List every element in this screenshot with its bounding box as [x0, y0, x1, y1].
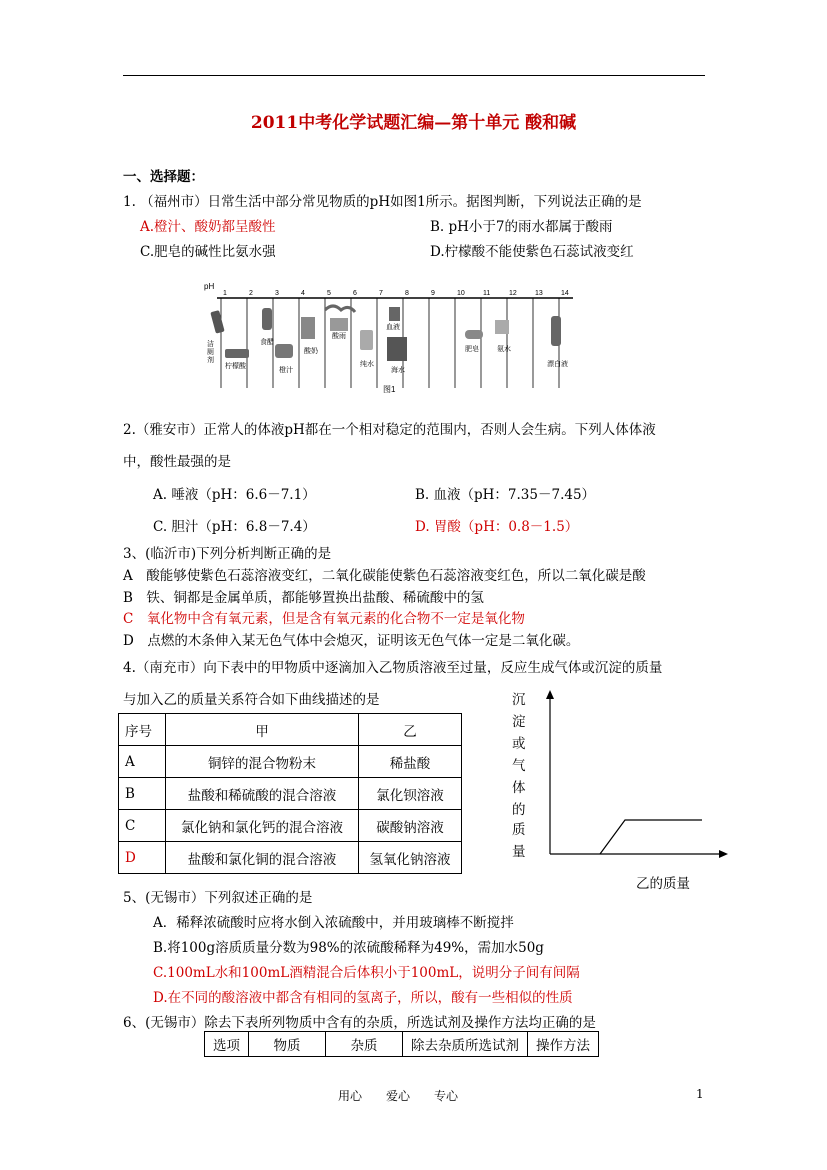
q1-option-a: A.橙汁、酸奶都呈酸性	[140, 219, 276, 235]
ph-tick-label: 5	[327, 290, 331, 297]
ph-tick-label: 14	[561, 290, 569, 297]
figure-caption: 图1	[383, 385, 396, 394]
ph-tick-label: 12	[509, 290, 517, 297]
q5-option-a: A．稀释浓硫酸时应将水倒入浓硫酸中，并用玻璃棒不断搅拌	[153, 915, 514, 931]
ylabel-char: 淀	[512, 714, 526, 730]
seawater-beaker	[387, 337, 407, 361]
ylabel-char: 量	[512, 844, 526, 860]
svg-text:漂白液: 漂白液	[547, 361, 568, 368]
q2-stem-line1: 2.（雅安市）正常人的体液pH都在一个相对稳定的范围内，否则人会生病。下列人体体液	[123, 422, 656, 438]
blood-bag	[389, 307, 400, 321]
q6-table	[204, 1031, 599, 1057]
ph-tick-label: 6	[353, 290, 357, 297]
q3-stem: 3、(临沂市)下列分析判断正确的是	[123, 546, 332, 562]
q4-table	[118, 713, 462, 874]
ylabel-char: 沉	[512, 692, 526, 708]
toilet-cleaner-bottle	[210, 310, 224, 334]
table-row: B 盐酸和稀硫酸的混合溶液 氯化钡溶液	[119, 778, 462, 810]
header-cell: 序号	[119, 714, 166, 746]
orange-juice	[275, 344, 293, 358]
header-cell: 甲	[166, 714, 359, 746]
svg-text:剂: 剂	[207, 357, 214, 364]
section-heading: 一、选择题：	[123, 169, 204, 185]
svg-text:橙汁: 橙汁	[279, 367, 293, 374]
vinegar-bottle	[262, 308, 272, 330]
q4-stem-line1: 4.（南充市）向下表中的甲物质中逐滴加入乙物质溶液至过量，反应生成气体或沉淀的质量	[123, 660, 663, 676]
q5-option-c: C.100mL水和100mL酒精混合后体积小于100mL，说明分子间有间隔	[153, 965, 580, 981]
ylabel-char: 气	[512, 758, 526, 774]
q5-option-b: B.将100g溶质质量分数为98%的浓硫酸稀释为49%，需加水50g	[153, 940, 544, 956]
svg-text:厕: 厕	[207, 349, 214, 356]
ph-tick-label: 3	[275, 290, 279, 297]
acid-rain-cloud	[330, 318, 348, 331]
yogurt	[301, 317, 315, 339]
table-header-row	[119, 714, 462, 746]
ylabel-char: 的	[512, 802, 526, 818]
q1-stem: 1. （福州市）日常生活中部分常见物质的pH如图1所示。据图判断，下列说法正确的是	[123, 194, 642, 210]
svg-text:海水: 海水	[391, 367, 405, 374]
svg-text:柠檬酸: 柠檬酸	[225, 363, 246, 370]
svg-text:肥皂: 肥皂	[465, 346, 479, 353]
ph-tick-label: 8	[405, 290, 409, 297]
ph-tick-label: 11	[483, 290, 491, 297]
q2-option-a: A. 唾液（pH：6.6－7.1）	[153, 487, 316, 503]
ph-tick-label: 9	[431, 290, 435, 297]
q5-option-d: D.在不同的酸溶液中都含有相同的氢离子，所以，酸有一些相似的性质	[153, 990, 573, 1006]
pure-water-glass	[360, 330, 373, 350]
svg-text:洁: 洁	[207, 341, 214, 348]
bleach-bottle	[551, 316, 561, 346]
q3-option-c: C 氧化物中含有氧元素，但是含有氧元素的化合物不一定是氧化物	[123, 611, 525, 627]
ylabel-char: 质	[512, 822, 526, 838]
q2-stem-line2: 中，酸性最强的是	[123, 454, 231, 470]
svg-text:酸奶: 酸奶	[304, 348, 318, 355]
q3-option-d: D 点燃的木条伸入某无色气体中会熄灭，证明该无色气体一定是二氧化碳。	[123, 633, 580, 649]
q2-option-c: C. 胆汁（pH：6.8－7.4）	[153, 519, 316, 535]
q2-option-b: B. 血液（pH：7.35－7.45）	[415, 487, 596, 503]
q6-stem: 6、(无锡市）除去下表所列物质中含有的杂质，所选试剂及操作方法均正确的是	[123, 1015, 596, 1031]
q3-option-b: B 铁、铜都是金属单质，都能够置换出盐酸、稀硫酸中的氢	[123, 590, 484, 606]
table-header-row: 选项 物质 杂质 除去杂质所选试剂 操作方法	[205, 1032, 599, 1057]
svg-text:纯水: 纯水	[360, 361, 374, 368]
header-rule	[123, 75, 705, 76]
svg-text:氨水: 氨水	[497, 346, 511, 353]
page-title: 2011中考化学试题汇编—第十单元 酸和碱	[250, 113, 577, 133]
q1-option-b: B. pH小于7的雨水都属于酸雨	[430, 219, 613, 235]
q4-curve-graph	[540, 688, 730, 863]
lemon-pack	[225, 349, 249, 358]
ylabel-char: 体	[512, 780, 526, 796]
ph-tick-label: 7	[379, 290, 383, 297]
ph-tick-label: 13	[535, 290, 543, 297]
ph-axis-label: pH	[204, 282, 215, 291]
ph-tick-label: 4	[301, 290, 305, 297]
q1-option-d: D.柠檬酸不能使紫色石蕊试液变红	[430, 244, 634, 260]
q2-option-d: D. 胃酸（pH：0.8－1.5）	[415, 519, 579, 535]
graph-xlabel: 乙的质量	[636, 876, 690, 892]
page-number: 1	[696, 1087, 704, 1101]
q3-option-a: A 酸能够使紫色石蕊溶液变红，二氧化碳能使紫色石蕊溶液变红色，所以二氧化碳是酸	[123, 568, 646, 584]
table-row: A 铜锌的混合物粉末 稀盐酸	[119, 746, 462, 778]
ph-tick-label: 2	[249, 290, 253, 297]
soap-bar	[465, 330, 483, 339]
ylabel-char: 或	[512, 736, 526, 752]
svg-text:酸雨: 酸雨	[332, 333, 346, 340]
table-row: C 氯化钠和氯化钙的混合溶液 碳酸钠溶液	[119, 810, 462, 842]
ph-tick-label: 10	[457, 290, 465, 297]
curve-line	[600, 820, 702, 854]
svg-text:血液: 血液	[386, 324, 400, 331]
ammonia-beaker	[495, 320, 509, 334]
label-vinegar: 食醋	[260, 339, 274, 346]
table-row: D 盐酸和氯化铜的混合溶液 氢氧化钠溶液	[119, 842, 462, 874]
ph-tick-label: 1	[223, 290, 227, 297]
header-cell: 乙	[359, 714, 462, 746]
q4-stem-line2: 与加入乙的质量关系符合如下曲线描述的是	[123, 692, 380, 708]
ph-scale-figure	[203, 278, 578, 398]
footer-motto: 用心 爱心 专心	[338, 1089, 459, 1103]
q5-stem: 5、(无锡市）下列叙述正确的是	[123, 890, 313, 906]
q1-option-c: C.肥皂的碱性比氨水强	[140, 244, 276, 260]
